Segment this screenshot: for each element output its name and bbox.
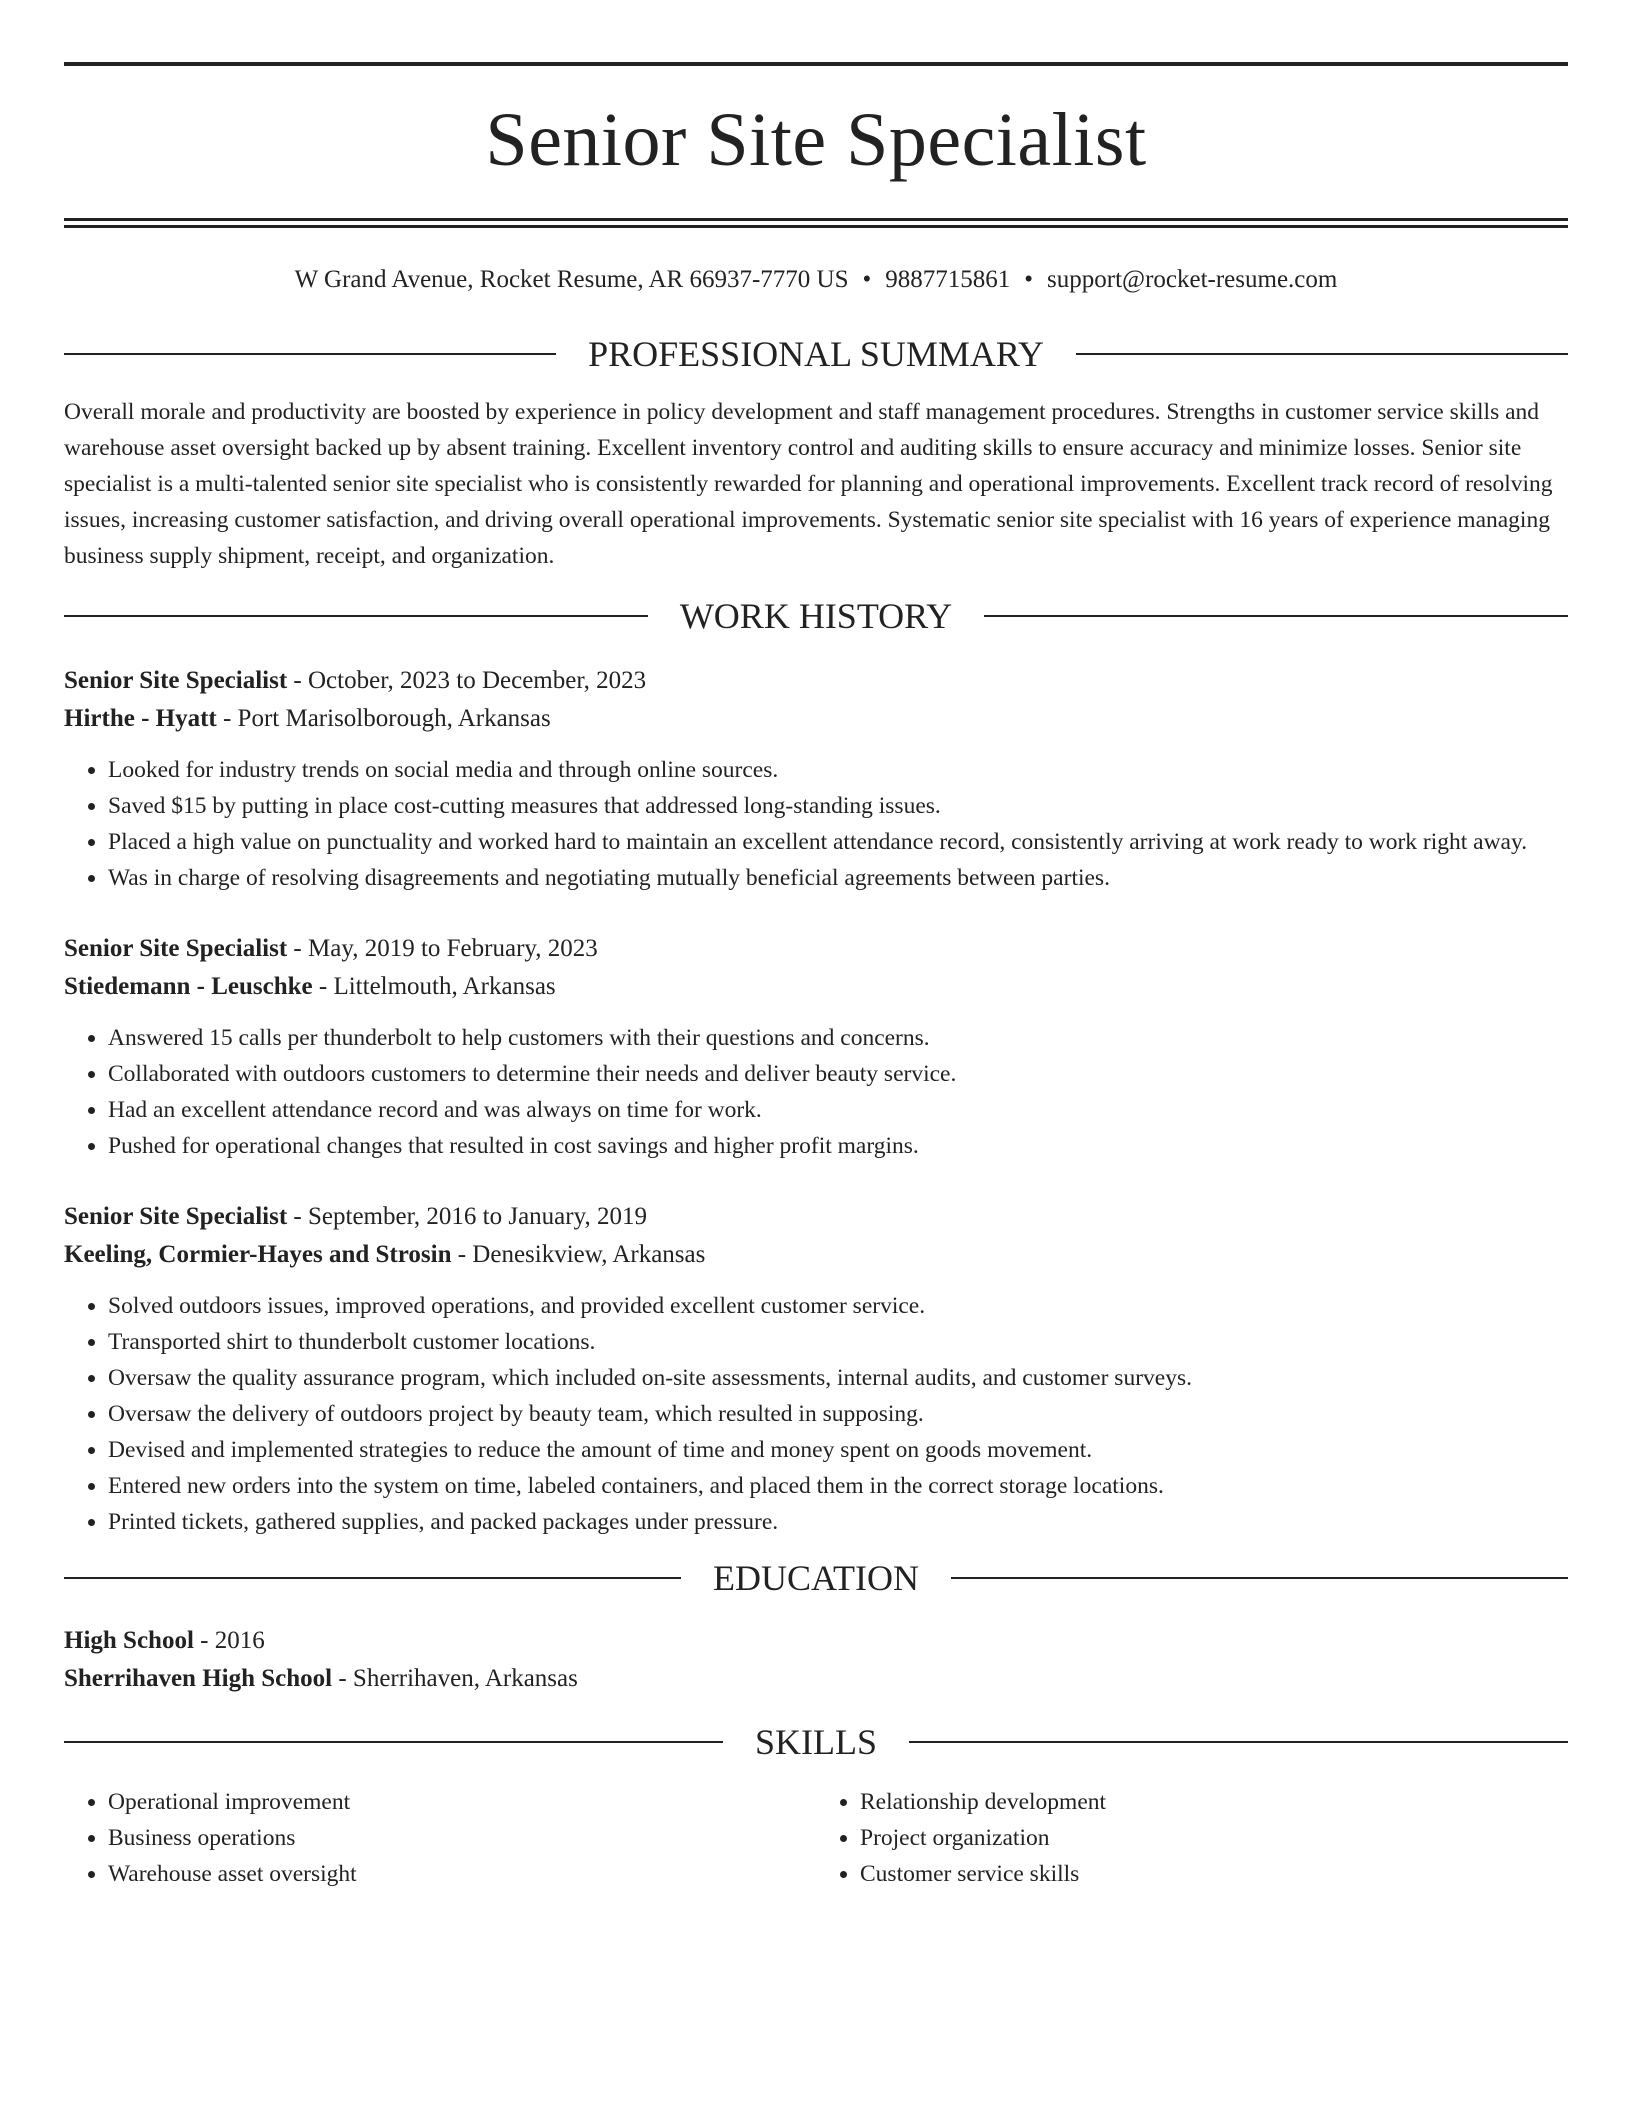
education-degree-line: [64, 1622, 1568, 1660]
skills-column-right: [816, 1784, 1568, 1892]
job-bullet: • Answered 15 calls per thunderbolt to help customers with their questions and concerns.: [108, 1020, 1568, 1056]
job-bullet: • Oversaw the quality assurance program, which included on-site assessments, internal audits, and customer surveys.: [108, 1360, 1568, 1396]
job-company-line: [64, 700, 1568, 738]
skill-item: • Business operations: [108, 1820, 816, 1856]
job-bullet: • Oversaw the delivery of outdoors project by beauty team, which resulted in supposing.: [108, 1396, 1568, 1432]
job-dates: - September, 2016 to January, 2019: [287, 1203, 647, 1230]
skill-item: • Warehouse asset oversight: [108, 1856, 816, 1892]
job-location: - Denesikview, Arkansas: [451, 1241, 706, 1268]
skill-item: • Relationship development: [860, 1784, 1568, 1820]
section-rule: [64, 353, 556, 355]
top-rule: [64, 62, 1568, 66]
job-title-line: [64, 1198, 1568, 1236]
job-bullet: • Was in charge of resolving disagreements and negotiating mutually beneficial agreements between parties.: [108, 860, 1568, 896]
job-title: Senior Site Specialist: [64, 935, 288, 962]
skills-column-left: [64, 1784, 816, 1892]
job-bullets: [64, 1020, 1568, 1164]
job-title-line: [64, 662, 1568, 700]
skill-item: • Operational improvement: [108, 1784, 816, 1820]
work-heading: WORK HISTORY: [679, 596, 953, 636]
section-rule: [64, 615, 648, 617]
contact-separator: •: [1024, 266, 1034, 293]
job-title: Senior Site Specialist: [64, 1203, 288, 1230]
job-bullet: • Placed a high value on punctuality and worked hard to maintain an excellent attendance record, consistently arriving at work ready to work right away.: [108, 824, 1568, 860]
job-entry: [64, 930, 1568, 1164]
education-heading: EDUCATION: [713, 1558, 919, 1598]
contact-email: support@rocket-resume.com: [1047, 266, 1338, 293]
education-location: - Sherrihaven, Arkansas: [332, 1665, 578, 1692]
job-title: Senior Site Specialist: [64, 667, 288, 694]
contact-address: W Grand Avenue, Rocket Resume, AR 66937-7770 US: [294, 266, 849, 293]
job-company: Keeling, Cormier-Hayes and Strosin: [64, 1241, 452, 1268]
job-bullet: • Looked for industry trends on social media and through online sources.: [108, 752, 1568, 788]
job-location: - Littelmouth, Arkansas: [312, 973, 556, 1000]
summary-heading-row: [64, 332, 1568, 376]
job-entry: [64, 662, 1568, 896]
job-bullet: • Transported shirt to thunderbolt customer locations.: [108, 1324, 1568, 1360]
job-bullet: • Entered new orders into the system on time, labeled containers, and placed them in the correct storage locations.: [108, 1468, 1568, 1504]
education-school: Sherrihaven High School: [64, 1665, 333, 1692]
contact-line: [64, 264, 1568, 296]
education-degree: High School: [64, 1627, 194, 1654]
job-bullet: • Had an excellent attendance record and was always on time for work.: [108, 1092, 1568, 1128]
skill-item: • Customer service skills: [860, 1856, 1568, 1892]
job-bullet: • Solved outdoors issues, improved operations, and provided excellent customer service.: [108, 1288, 1568, 1324]
job-company: Hirthe - Hyatt: [64, 705, 217, 732]
job-bullet: • Devised and implemented strategies to reduce the amount of time and money spent on goods movement.: [108, 1432, 1568, 1468]
job-bullet: • Pushed for operational changes that resulted in cost savings and higher profit margins.: [108, 1128, 1568, 1164]
double-rule: [64, 218, 1568, 228]
skills-heading-row: [64, 1720, 1568, 1764]
contact-separator: •: [862, 266, 872, 293]
job-location: - Port Marisolborough, Arkansas: [216, 705, 551, 732]
job-company-line: [64, 968, 1568, 1006]
section-rule: [1076, 353, 1568, 355]
skill-item: • Project organization: [860, 1820, 1568, 1856]
job-bullet: • Printed tickets, gathered supplies, and packed packages under pressure.: [108, 1504, 1568, 1540]
job-dates: - October, 2023 to December, 2023: [287, 667, 647, 694]
job-dates: - May, 2019 to February, 2023: [287, 935, 598, 962]
contact-phone: 9887715861: [885, 266, 1011, 293]
education-heading-row: [64, 1556, 1568, 1600]
section-rule: [64, 1577, 681, 1579]
job-bullets: [64, 752, 1568, 896]
section-rule: [64, 1741, 723, 1743]
education-year: - 2016: [193, 1627, 265, 1654]
skills-heading: SKILLS: [755, 1722, 878, 1762]
summary-heading: PROFESSIONAL SUMMARY: [588, 334, 1044, 374]
job-bullet: • Saved $15 by putting in place cost-cutting measures that addressed long-standing issues.: [108, 788, 1568, 824]
job-company: Stiedemann - Leuschke: [64, 973, 313, 1000]
education-entry: [64, 1622, 1568, 1698]
job-entry: [64, 1198, 1568, 1540]
education-school-line: [64, 1660, 1568, 1698]
section-rule: [951, 1577, 1568, 1579]
skills-grid: [64, 1784, 1568, 1892]
job-bullets: [64, 1288, 1568, 1540]
resume-name: Senior Site Specialist: [485, 98, 1147, 182]
summary-text: Overall morale and productivity are boosted by experience in policy development and staff management procedures. Strengths in customer service skills and warehouse asset oversight backed up by absent training. Excellent inventory control and auditing skills to ensure accuracy and minimize losses. Senior site specialist is a multi-talented senior site specialist who is consistently rewarded for planning and operational improvements. Excellent track record of resolving issues, increasing customer satisfaction, and driving overall operational improvements. Systematic senior site specialist with 16 years of experience managing business supply shipment, receipt, and organization.: [64, 399, 1553, 569]
job-title-line: [64, 930, 1568, 968]
section-rule: [984, 615, 1568, 617]
job-company-line: [64, 1236, 1568, 1274]
work-heading-row: [64, 594, 1568, 638]
job-bullet: • Collaborated with outdoors customers to determine their needs and deliver beauty service.: [108, 1056, 1568, 1092]
section-rule: [909, 1741, 1568, 1743]
